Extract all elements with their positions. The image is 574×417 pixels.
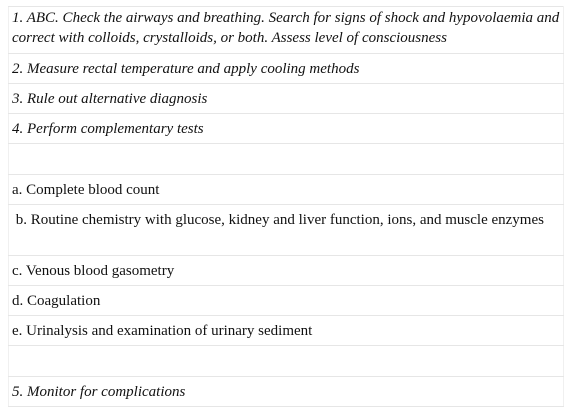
test-a-cell: a. Complete blood count (9, 175, 564, 205)
test-e-cell: e. Urinalysis and examination of urinary sediment (9, 316, 564, 346)
step-3-cell: 3. Rule out alternative diagnosis (9, 84, 564, 114)
empty-cell (9, 346, 564, 377)
step-1-cell: 1. ABC. Check the airways and breathing. Search for signs of shock and hypovolaemia and correct with colloids, crystalloids, or both. Assess level of consciousness (9, 7, 564, 54)
test-b-cell (9, 205, 564, 256)
table-row (9, 175, 564, 205)
empty-row (9, 144, 564, 175)
step-5-cell: 5. Monitor for complications (9, 377, 564, 407)
table-row (9, 205, 564, 256)
table-row (9, 256, 564, 286)
protocol-table (8, 6, 564, 407)
table-row (9, 84, 564, 114)
empty-row (9, 346, 564, 377)
table-row (9, 377, 564, 407)
table-row (9, 54, 564, 84)
table-row (9, 7, 564, 54)
step-2-cell: 2. Measure rectal temperature and apply cooling methods (9, 54, 564, 84)
test-d-cell: d. Coagulation (9, 286, 564, 316)
table-row (9, 286, 564, 316)
empty-cell (9, 144, 564, 175)
test-b-text: b. Routine chemistry with glucose, kidney and liver function, ions, and muscle enzymes (15, 212, 544, 228)
test-c-cell: c. Venous blood gasometry (9, 256, 564, 286)
table-row (9, 316, 564, 346)
table-row (9, 114, 564, 144)
step-4-cell: 4. Perform complementary tests (9, 114, 564, 144)
